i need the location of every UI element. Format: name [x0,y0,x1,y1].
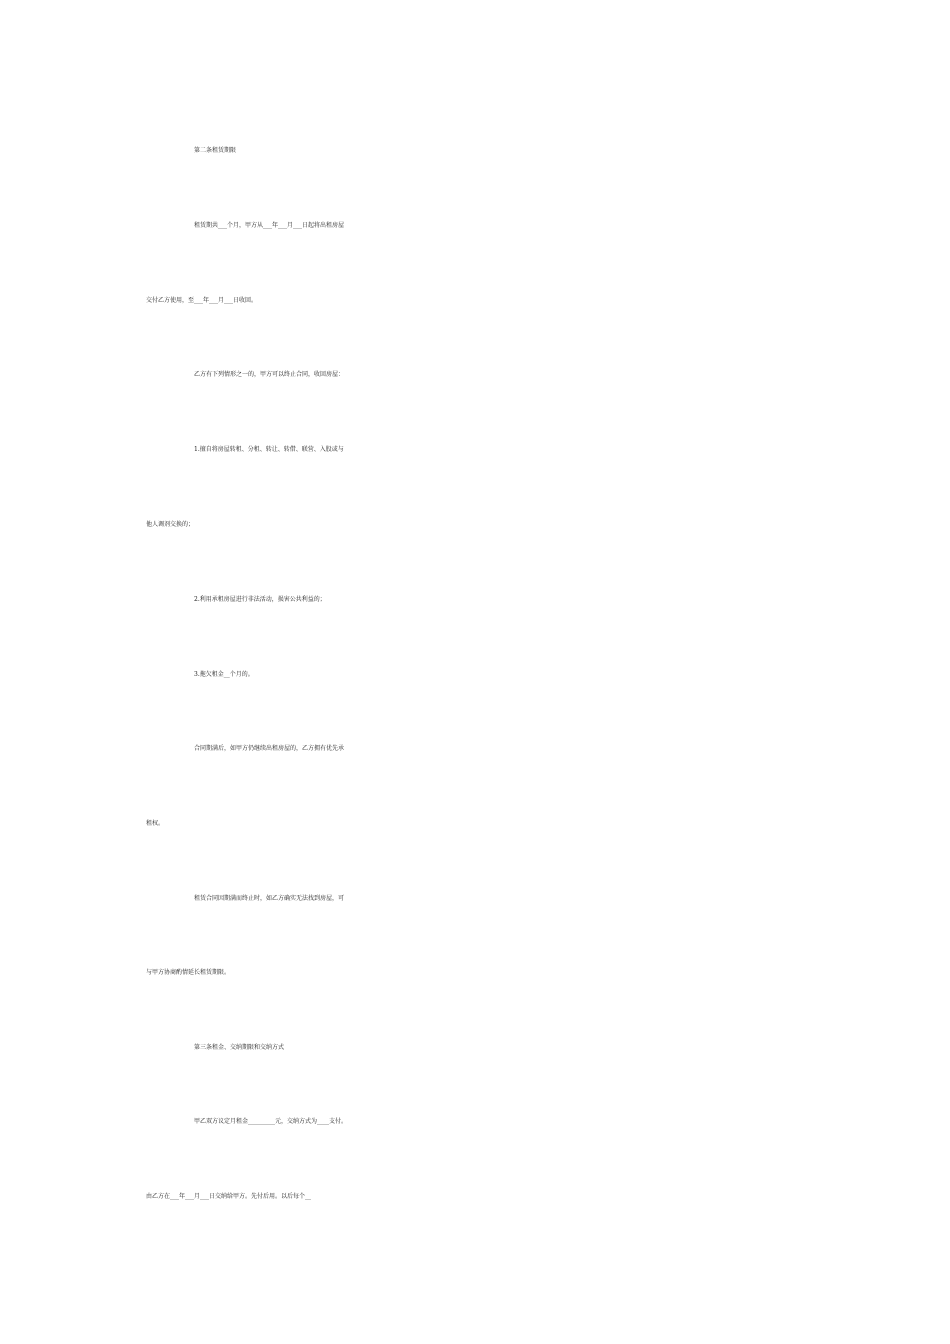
renewal-line-1: 合同期满后，如甲方仍继续出租房屋的，乙方拥有优先承 [194,745,345,752]
termination-intro: 乙方有下列情形之一的，甲方可以终止合同，收回房屋： [194,371,345,378]
lease-term-line-1: 租赁期共___个月，甲方从___年___月___日起将出租房屋 [194,222,345,229]
extension-line-2: 与甲方协商酌情延长租赁期限。 [146,969,231,976]
renewal-line-2: 租权。 [146,820,165,827]
termination-item-2: 2.利用承租房屋进行非法活动，损害公共利益的； [194,596,326,603]
termination-item-1-line-2: 他人调剂交换的； [146,521,195,528]
rent-line-1: 甲乙双方议定月租金_________元，交纳方式为____支付。 [194,1118,348,1125]
article-2-heading: 第二条租赁期限 [194,147,237,154]
extension-line-1: 租赁合同因期满而终止时，如乙方确实无法找到房屋，可 [194,895,345,902]
lease-term-line-2: 交付乙方使用，至___年___月___日收回。 [146,297,258,304]
termination-item-1-line-1: 1.擅自将房屋转租、分租、转让、转借、联营、入股或与 [194,446,344,453]
termination-item-3: 3.拖欠租金__个月的。 [194,671,254,678]
article-3-heading: 第三条租金、交纳期限和交纳方式 [194,1044,285,1051]
rent-line-2: 由乙方在___年___月___日交纳给甲方。先付后用。以后每个__ [146,1193,312,1200]
